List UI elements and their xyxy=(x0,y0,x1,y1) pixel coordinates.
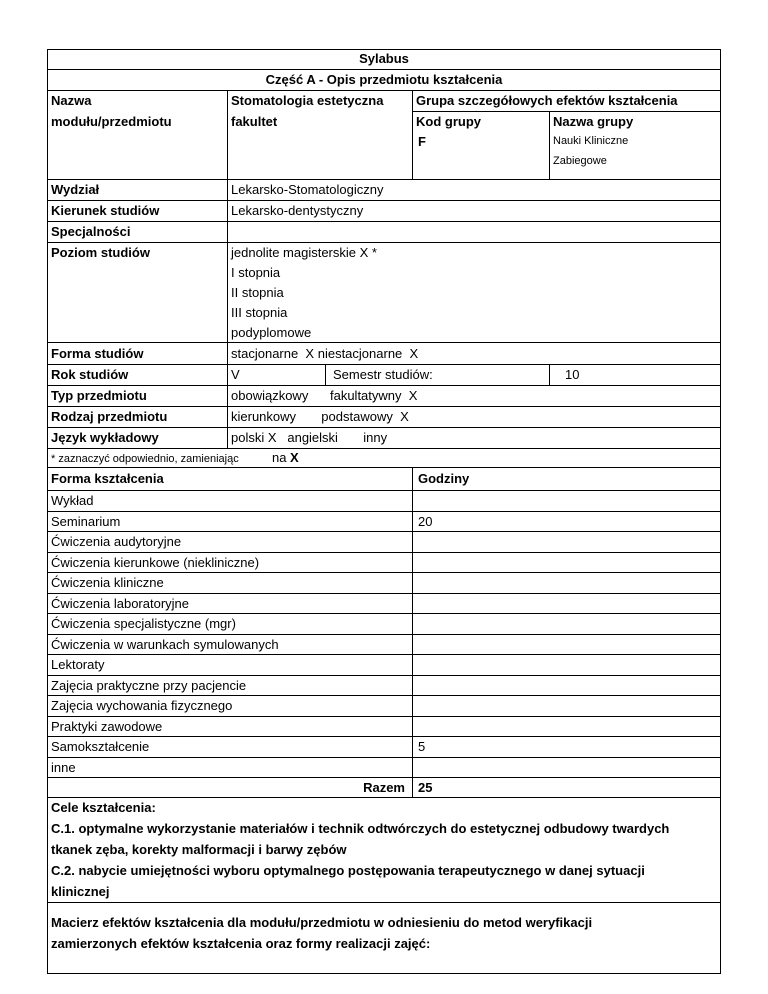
goal-c2-line2: klinicznej xyxy=(51,884,110,899)
rule xyxy=(47,427,721,428)
forms-row-divider xyxy=(47,572,721,573)
rule xyxy=(47,90,721,91)
level-option: podyplomowe xyxy=(231,325,312,340)
module-label-line1: Nazwa xyxy=(51,93,92,108)
rule xyxy=(47,385,721,386)
type-value: obowiązkowy fakultatywny X xyxy=(231,388,418,403)
group-header: Grupa szczegółowych efektów kształcenia xyxy=(416,93,678,108)
note-mark: X xyxy=(290,450,299,465)
specialty-label: Specjalności xyxy=(51,224,131,239)
forms-row-label: Zajęcia wychowania fizycznego xyxy=(51,698,233,713)
semester-label: Semestr studiów: xyxy=(333,367,433,382)
frame-top xyxy=(47,49,721,50)
forms-row-hours: 5 xyxy=(418,739,426,754)
forms-row-label: Ćwiczenia kierunkowe (niekliniczne) xyxy=(51,555,260,570)
level-option: III stopnia xyxy=(231,305,288,320)
form-value: stacjonarne X niestacjonarne X xyxy=(231,346,419,361)
rule xyxy=(47,179,721,180)
year-label: Rok studiów xyxy=(51,367,129,382)
level-option: jednolite magisterskie X * xyxy=(231,245,377,260)
forms-row-divider xyxy=(47,531,721,532)
goal-c1-line1: C.1. optymalne wykorzystanie materiałów i technik odtwórczych do estetycznej odbudowy twardych xyxy=(51,821,670,836)
forms-row-divider xyxy=(47,675,721,676)
rule xyxy=(47,902,721,903)
forms-row-label: Ćwiczenia laboratoryjne xyxy=(51,596,190,611)
kind-label: Rodzaj przedmiotu xyxy=(51,409,168,424)
rule xyxy=(47,200,721,201)
group-code-label: Kod grupy xyxy=(416,114,481,129)
forms-row-label: inne xyxy=(51,760,76,775)
forms-row-label: Seminarium xyxy=(51,514,121,529)
document-subtitle: Część A - Opis przedmiotu kształcenia xyxy=(265,72,503,87)
forms-row-label: Ćwiczenia audytoryjne xyxy=(51,534,182,549)
rule xyxy=(47,448,721,449)
group-name-line1: Nauki Kliniczne xyxy=(553,135,629,147)
rule xyxy=(412,111,721,112)
note-suffix: na xyxy=(272,450,287,465)
note-text: * zaznaczyć odpowiednio, zamieniając xyxy=(51,453,239,465)
goals-title: Cele kształcenia: xyxy=(51,800,156,815)
goal-c1-line2: tkanek zęba, korekty malformacji i barwy zębów xyxy=(51,842,347,857)
forms-row-label: Ćwiczenia specjalistyczne (mgr) xyxy=(51,616,236,631)
semester-value: 10 xyxy=(565,367,580,382)
forms-row-divider xyxy=(47,716,721,717)
level-option: II stopnia xyxy=(231,285,284,300)
kind-value: kierunkowy podstawowy X xyxy=(231,409,409,424)
module-name: Stomatologia estetyczna xyxy=(231,93,384,108)
level-option: I stopnia xyxy=(231,265,281,280)
direction-label: Kierunek studiów xyxy=(51,203,160,218)
forms-row-divider xyxy=(47,613,721,614)
forms-row-divider xyxy=(47,777,721,778)
forms-row-divider xyxy=(47,634,721,635)
forms-row-divider xyxy=(47,552,721,553)
form-label: Forma studiów xyxy=(51,346,144,361)
type-label: Typ przedmiotu xyxy=(51,388,147,403)
frame-bottom xyxy=(47,973,721,974)
document-title: Sylabus xyxy=(359,51,409,66)
rule xyxy=(412,467,413,798)
group-name-label: Nazwa grupy xyxy=(553,114,634,129)
rule xyxy=(47,221,721,222)
forms-row-label: Ćwiczenia kliniczne xyxy=(51,575,164,590)
direction-value: Lekarsko-dentystyczny xyxy=(231,203,364,218)
rule xyxy=(47,490,721,491)
forms-row-divider xyxy=(47,736,721,737)
forms-row-divider xyxy=(47,695,721,696)
forms-row-label: Ćwiczenia w warunkach symulowanych xyxy=(51,637,279,652)
forms-row-divider xyxy=(47,511,721,512)
rule xyxy=(549,111,550,179)
matrix-line1: Macierz efektów kształcenia dla modułu/przedmiotu w odniesieniu do metod weryfikacji xyxy=(51,915,593,930)
rule xyxy=(549,364,550,385)
forms-row-divider xyxy=(47,654,721,655)
rule xyxy=(47,242,721,243)
language-value: polski X angielski inny xyxy=(231,430,388,445)
forms-row-divider xyxy=(47,593,721,594)
matrix-line2: zamierzonych efektów kształcenia oraz formy realizacji zajęć: xyxy=(51,936,431,951)
forms-row-label: Lektoraty xyxy=(51,657,105,672)
forms-row-label: Zajęcia praktyczne przy pacjencie xyxy=(51,678,247,693)
forms-row-label: Wykład xyxy=(51,493,94,508)
rule xyxy=(325,364,326,385)
faculty-label: Wydział xyxy=(51,182,100,197)
rule xyxy=(47,364,721,365)
total-value: 25 xyxy=(418,780,433,795)
level-label: Poziom studiów xyxy=(51,245,150,260)
rule xyxy=(227,90,228,179)
rule xyxy=(47,406,721,407)
rule xyxy=(227,179,228,448)
language-label: Język wykładowy xyxy=(51,430,159,445)
faculty-value: Lekarsko-Stomatologiczny xyxy=(231,182,384,197)
module-type: fakultet xyxy=(231,114,278,129)
group-code-value: F xyxy=(418,134,426,149)
year-value: V xyxy=(231,367,240,382)
module-label-line2: modułu/przedmiotu xyxy=(51,114,172,129)
forms-row-label: Samokształcenie xyxy=(51,739,150,754)
forms-row-hours: 20 xyxy=(418,514,433,529)
rule xyxy=(412,90,413,179)
rule xyxy=(47,467,721,468)
forms-header-label: Forma kształcenia xyxy=(51,471,164,486)
rule xyxy=(47,69,721,70)
goal-c2-line1: C.2. nabycie umiejętności wyboru optymalnego postępowania terapeutycznego w danej sytuacji xyxy=(51,863,645,878)
total-label: Razem xyxy=(363,780,405,795)
forms-header-hours: Godziny xyxy=(418,471,470,486)
rule xyxy=(47,797,721,798)
group-name-line2: Zabiegowe xyxy=(553,155,607,167)
rule xyxy=(47,342,721,343)
forms-row-label: Praktyki zawodowe xyxy=(51,719,163,734)
forms-row-divider xyxy=(47,757,721,758)
